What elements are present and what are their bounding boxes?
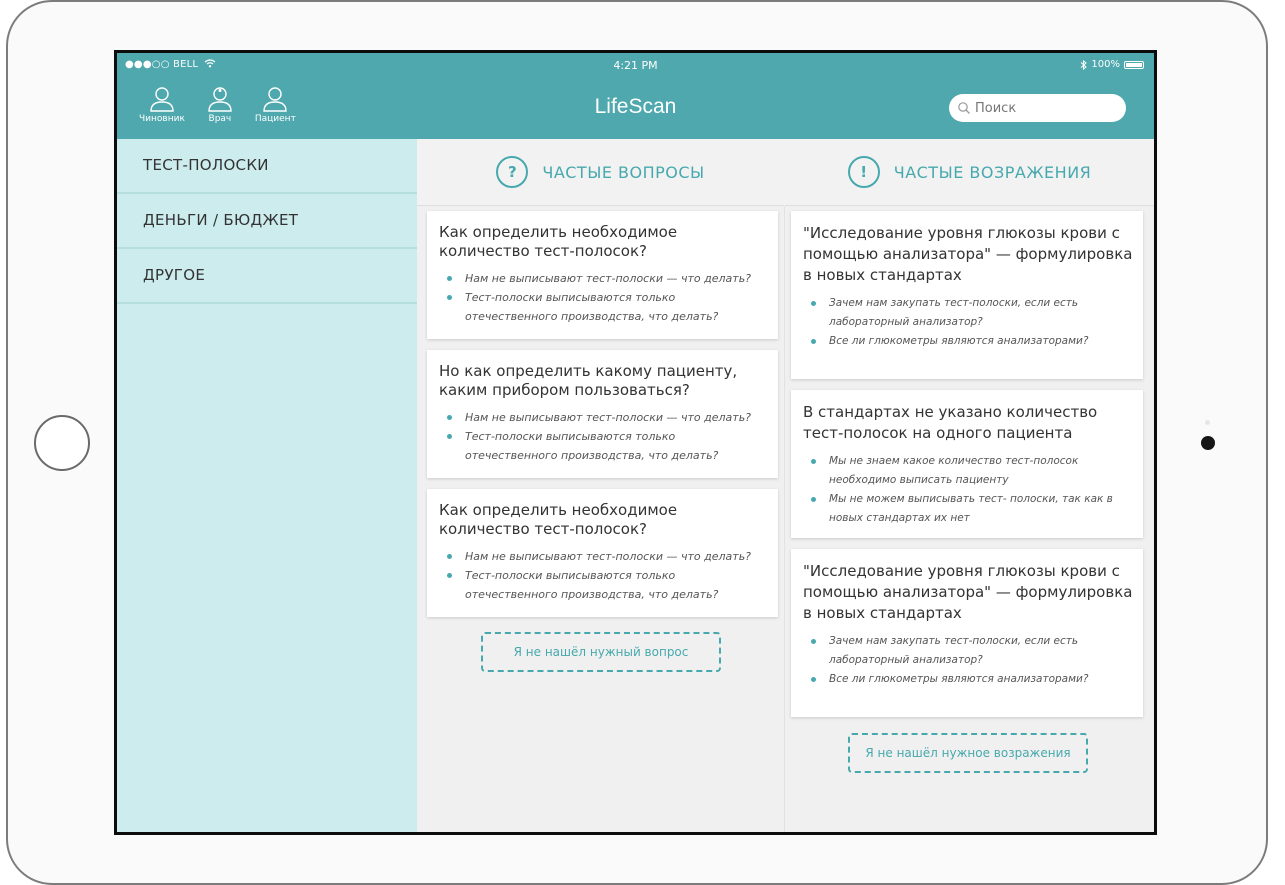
question-card[interactable]: [427, 489, 778, 617]
question-card[interactable]: [427, 350, 778, 478]
objections-title: ЧАСТЫЕ ВОЗРАЖЕНИЯ: [893, 162, 1092, 182]
role-patient[interactable]: Пациент: [255, 85, 296, 124]
role-official[interactable]: Чиновник: [139, 85, 185, 124]
column-divider: [784, 206, 785, 835]
bluetooth-icon: [1080, 60, 1087, 70]
list-item[interactable]: Нам не выписывают тест-полоски — что делать?: [439, 269, 768, 288]
question-icon: ?: [496, 156, 528, 188]
search-box: [949, 94, 1126, 122]
app-header: [117, 53, 1154, 139]
search-icon: [957, 101, 971, 115]
status-right: [1080, 59, 1144, 70]
list-item[interactable]: Нам не выписывают тест-полоски — что делать?: [439, 547, 768, 566]
light-sensor: [1205, 420, 1210, 425]
card-title: В стандартах не указано количество тест-полосок на одного пациента: [803, 403, 1098, 442]
card-title: "Исследование уровня глюкозы крови с помощью анализатора" — формулировка в новых стандартах: [803, 224, 1133, 284]
search-input[interactable]: [975, 101, 1115, 116]
questions-header: [417, 139, 784, 206]
front-camera: [1201, 436, 1215, 450]
sidebar-item-other[interactable]: ДРУГОЕ: [117, 249, 417, 304]
list-item[interactable]: Тест-полоски выписываются только отечественного производства, что делать?: [439, 288, 768, 326]
objection-card[interactable]: [791, 390, 1143, 538]
sidebar-item-money-budget[interactable]: ДЕНЬГИ / БЮДЖЕТ: [117, 194, 417, 249]
objection-card[interactable]: [791, 549, 1143, 717]
objection-card[interactable]: [791, 211, 1143, 379]
question-not-found-button[interactable]: Я не нашёл нужный вопрос: [481, 632, 721, 672]
list-item[interactable]: Все ли глюкометры являются анализаторами?: [803, 332, 1133, 351]
sidebar-item-test-strips[interactable]: ТЕСТ-ПОЛОСКИ: [117, 139, 417, 194]
list-item[interactable]: Мы не знаем какое количество тест-полосок необходимо выписать пациенту: [803, 452, 1133, 490]
card-title: Как определить необходимое количество тест-полосок?: [439, 223, 678, 260]
list-item[interactable]: Мы не можем выписывать тест- полоски, так как в новых стандартах их нет: [803, 490, 1133, 528]
list-item[interactable]: Тест-полоски выписываются только отечественного производства, что делать?: [439, 427, 768, 465]
objections-header: [785, 139, 1154, 206]
sidebar: [117, 139, 417, 835]
status-time: 4:21 PM: [613, 59, 658, 72]
exclamation-icon: !: [848, 156, 880, 188]
home-button[interactable]: [34, 415, 90, 471]
role-doctor[interactable]: Врач: [207, 85, 233, 124]
list-item[interactable]: Зачем нам закупать тест-полоски, если есть лабораторный анализатор?: [803, 294, 1133, 332]
carrier-signal: ●●●○○ BELL: [125, 59, 216, 70]
objection-not-found-button[interactable]: Я не нашёл нужное возражения: [848, 733, 1088, 773]
battery-percent: 100%: [1091, 59, 1120, 70]
list-item[interactable]: Нам не выписывают тест-полоски — что делать?: [439, 408, 768, 427]
screen: [114, 50, 1157, 835]
list-item[interactable]: Зачем нам закупать тест-полоски, если есть лабораторный анализатор?: [803, 632, 1133, 670]
list-item[interactable]: Все ли глюкометры являются анализаторами?: [803, 670, 1133, 689]
card-title: Но как определить какому пациенту, каким прибором пользоваться?: [439, 362, 738, 399]
app-title: LifeScan: [594, 95, 677, 118]
card-title: Как определить необходимое количество тест-полосок?: [439, 501, 678, 538]
battery-icon: [1124, 61, 1144, 69]
questions-title: ЧАСТЫЕ ВОПРОСЫ: [542, 162, 705, 182]
card-title: "Исследование уровня глюкозы крови с помощью анализатора" — формулировка в новых стандартах: [803, 562, 1133, 622]
list-item[interactable]: Тест-полоски выписываются только отечественного производства, что делать?: [439, 566, 768, 604]
question-card[interactable]: [427, 211, 778, 339]
